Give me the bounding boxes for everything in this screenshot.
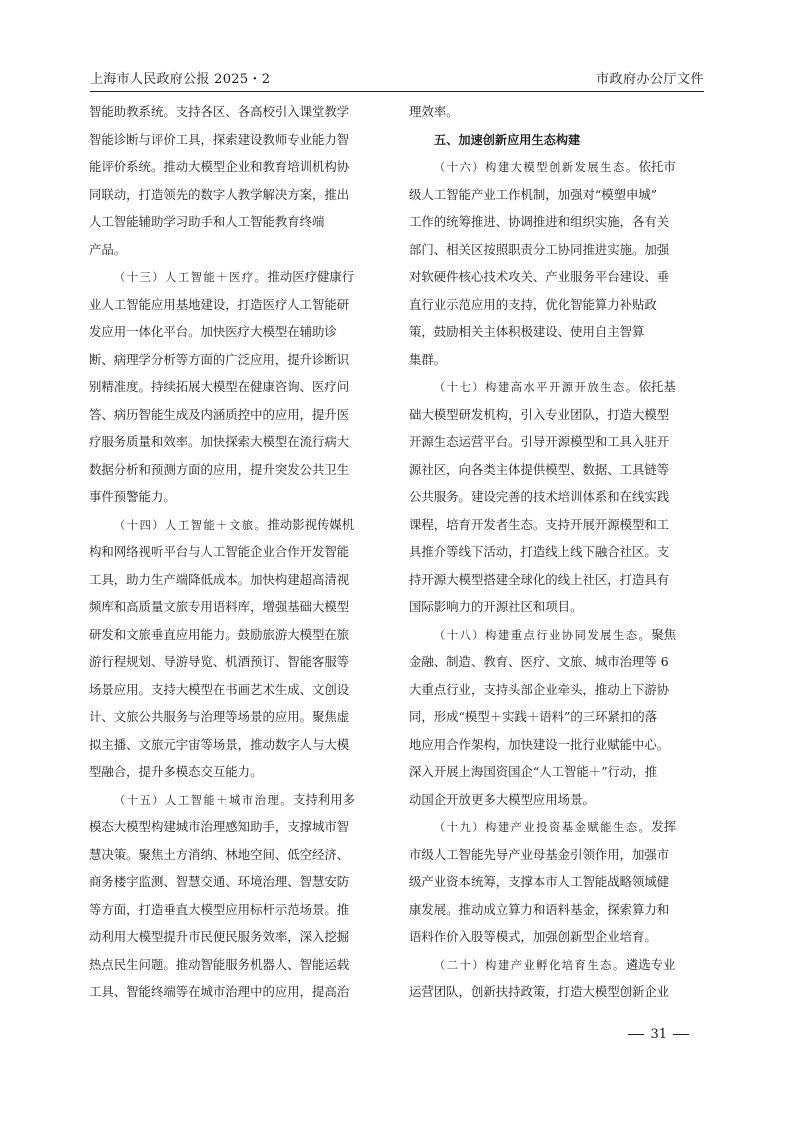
body-text: 别精准度。持续拓展大模型在健康咨询、医疗问 xyxy=(89,379,350,394)
body-text: 支持利用多 xyxy=(293,791,355,807)
text-line xyxy=(409,291,704,319)
body-text: 场景应用。支持大模型在书画艺术生成、文创设 xyxy=(89,681,350,697)
text-line xyxy=(409,98,704,126)
body-text: 康发展。推动成立算力和语料基金，探索算力和 xyxy=(409,901,670,917)
paragraph-start-line xyxy=(89,511,384,539)
body-text: 热点民生问题。推动智能服务机器人、智能运载 xyxy=(89,956,350,972)
text-line xyxy=(409,731,704,759)
text-line xyxy=(89,868,384,896)
body-text: 同，形成“模型＋实践＋语料”的三环紧扣的落 xyxy=(409,709,658,724)
text-line xyxy=(89,813,384,841)
body-text: 商务楼宇监测、智慧交通、环境治理、智慧安防 xyxy=(89,874,350,889)
text-line xyxy=(409,896,704,924)
text-line xyxy=(409,456,704,484)
body-text: 依托基 xyxy=(638,379,676,394)
text-line xyxy=(409,566,704,594)
text-line xyxy=(409,703,704,731)
body-text: 研发和文旅垂直应用能力。鼓励旅游大模型在旅 xyxy=(89,626,350,642)
body-text: 数据分析和预测方面的应用，提升突发公共卫生 xyxy=(89,461,350,477)
text-line xyxy=(89,373,384,401)
text-line xyxy=(409,401,704,429)
text-line xyxy=(89,208,384,236)
body-text: 理效率。 xyxy=(409,104,459,119)
text-line xyxy=(409,318,704,346)
subsection-heading: （十五）人工智能＋城市治理。 xyxy=(114,793,294,807)
body-text: 依托市 xyxy=(638,159,676,174)
text-line xyxy=(89,566,384,594)
body-text: 大重点行业，支持头部企业牵头，推动上下游协 xyxy=(409,681,670,697)
publication-title: 上海市人民政府公报 2025・2 xyxy=(90,72,271,87)
body-text: 智能诊断与评价工具，探索建设教师专业能力智 xyxy=(89,131,350,147)
body-text: 工具，助力生产端降低成本。加快构建超高清视 xyxy=(89,571,350,587)
body-text: 国际影响力的开源社区和项目。 xyxy=(409,599,583,614)
paragraph-start-line xyxy=(409,621,704,649)
footer-dash-left xyxy=(628,1034,644,1035)
text-line xyxy=(89,593,384,621)
text-line xyxy=(89,236,384,264)
body-text: 级人工智能产业工作机制，加强对“模塑申城” xyxy=(409,186,658,202)
body-text: 工作的统筹推进、协调推进和组织实施，各有关 xyxy=(409,214,670,229)
body-text: 型融合，提升多模态交互能力。 xyxy=(89,764,263,779)
text-line xyxy=(89,291,384,319)
body-text: 地应用合作架构，加快建设一批行业赋能中心。 xyxy=(409,736,670,752)
body-text: 产品。 xyxy=(89,241,127,257)
body-text: 答、病历智能生成及内涵质控中的应用，提升医 xyxy=(89,406,350,422)
body-text: 础大模型研发机构，引入专业团队，打造大模型 xyxy=(409,406,670,422)
body-text: 深入开展上海国资国企“人工智能＋”行动，推 xyxy=(409,764,658,779)
header-rule xyxy=(90,91,704,92)
body-text: 开源生态运营平台。引导开源模型和工具入驻开 xyxy=(409,434,670,449)
text-line xyxy=(409,511,704,539)
body-text: 等方面，打造垂直大模型应用标杆示范场景。推 xyxy=(89,901,350,917)
page-footer xyxy=(622,1027,695,1042)
paragraph-start-line xyxy=(409,373,704,401)
right-column xyxy=(409,98,704,1006)
text-line xyxy=(89,181,384,209)
body-text: 集群。 xyxy=(409,351,447,367)
subsection-heading: （十四）人工智能＋文旅。 xyxy=(114,518,268,532)
body-text: 推动影视传媒机 xyxy=(267,516,355,532)
text-line xyxy=(89,318,384,346)
text-line xyxy=(409,676,704,704)
text-line xyxy=(409,758,704,786)
text-line xyxy=(89,923,384,951)
paragraph-start-line xyxy=(409,951,704,979)
text-line xyxy=(89,621,384,649)
body-text: 智能助教系统。支持各区、各高校引入课堂教学 xyxy=(89,104,350,119)
body-text: 直行业示范应用的支持，优化智能算力补贴政 xyxy=(409,296,657,312)
text-line xyxy=(409,483,704,511)
text-line xyxy=(89,978,384,1006)
body-text: 人工智能辅助学习助手和人工智能教育终端 xyxy=(89,214,325,229)
text-line xyxy=(89,456,384,484)
text-line xyxy=(409,923,704,951)
text-line xyxy=(409,263,704,291)
text-line xyxy=(89,483,384,511)
body-text: 构和网络视听平台与人工智能企业合作开发智能 xyxy=(89,544,350,559)
text-line xyxy=(89,538,384,566)
body-text: 频库和高质量文旅专用语料库，增强基础大模型 xyxy=(89,599,350,614)
text-line xyxy=(409,538,704,566)
body-text: 级产业资本统筹，支撑本市人工智能战略领域健 xyxy=(409,874,670,889)
body-text: 拟主播、文旅元宇宙等场景，推动数字人与大模 xyxy=(89,736,350,752)
body-text: 游行程规划、导游导览、机酒预订、智能客服等 xyxy=(89,654,350,669)
section-heading-text: 五、加速创新应用生态构建 xyxy=(434,132,581,147)
body-text: 源社区，向各类主体提供模型、数据、工具链等 xyxy=(409,461,670,477)
left-column xyxy=(89,98,384,1006)
issuer-label: 市政府办公厅文件 xyxy=(595,72,704,87)
text-line xyxy=(89,676,384,704)
paragraph-start-line xyxy=(409,813,704,841)
subsection-heading: （十六）构建大模型创新发展生态。 xyxy=(434,161,639,174)
text-line xyxy=(89,126,384,154)
body-text: 业人工智能应用基地建设，打造医疗人工智能研 xyxy=(89,296,350,312)
body-text: 部门、相关区按照职责分工协同推进实施。加强 xyxy=(409,241,670,257)
body-text: 断、病理学分析等方面的广泛应用，提升诊断识 xyxy=(89,351,350,367)
text-line xyxy=(409,236,704,264)
text-line xyxy=(409,841,704,869)
text-line xyxy=(89,896,384,924)
text-line xyxy=(409,978,704,1006)
body-text: 语料作价入股等模式，加强创新型企业培育。 xyxy=(409,929,657,944)
text-line xyxy=(409,346,704,374)
body-text: 聚焦 xyxy=(651,626,677,642)
subsection-heading: （二十）构建产业孵化培育生态。 xyxy=(434,958,626,972)
subsection-heading: （十三）人工智能＋医疗。 xyxy=(114,271,268,284)
body-text: 动国企开放更多大模型应用场景。 xyxy=(409,791,595,807)
body-text: 动利用大模型提升市民便民服务效率，深入挖掘 xyxy=(89,929,350,944)
text-line xyxy=(409,868,704,896)
body-text: 推动医疗健康行 xyxy=(267,269,355,284)
text-line xyxy=(409,181,704,209)
body-text: 具推介等线下活动，打造线上线下融合社区。支 xyxy=(409,544,670,559)
body-text: 持开源大模型搭建全球化的线上社区，打造具有 xyxy=(409,571,670,587)
body-text: 公共服务。建设完善的技术培训体系和在线实践 xyxy=(409,489,670,504)
body-text: 对软硬件核心技术攻关、产业服务平台建设、垂 xyxy=(409,269,670,284)
body-text: 发应用一体化平台。加快医疗大模型在辅助诊 xyxy=(89,324,337,339)
text-line xyxy=(409,208,704,236)
text-line xyxy=(89,401,384,429)
body-text: 遴选专业 xyxy=(625,956,676,972)
text-line xyxy=(89,428,384,456)
text-line xyxy=(89,951,384,979)
text-line xyxy=(89,648,384,676)
page-number: 31 xyxy=(650,1027,667,1042)
section-heading xyxy=(409,126,704,154)
body-text: 金融、制造、教育、医疗、文旅、城市治理等 6 xyxy=(409,654,669,669)
subsection-heading: （十七）构建高水平开源开放生态。 xyxy=(434,381,639,394)
body-text: 同联动，打造领先的数字人教学解决方案，推出 xyxy=(89,186,350,202)
text-line xyxy=(89,758,384,786)
footer-dash-right xyxy=(673,1034,689,1035)
body-text: 能评价系统。推动大模型企业和教育培训机构协 xyxy=(89,159,350,174)
body-text: 策，鼓励相关主体积极建设、使用自主智算 xyxy=(409,324,645,339)
body-text: 慧决策。聚焦土方消纳、林地空间、低空经济、 xyxy=(89,846,350,862)
text-line xyxy=(409,786,704,814)
paragraph-start-line xyxy=(89,263,384,291)
text-line xyxy=(89,98,384,126)
text-line xyxy=(409,648,704,676)
subsection-heading: （十九）构建产业投资基金赋能生态。 xyxy=(434,821,652,834)
text-line xyxy=(409,428,704,456)
page-header xyxy=(90,62,704,90)
paragraph-start-line xyxy=(89,786,384,814)
text-line xyxy=(89,153,384,181)
body-text: 工具、智能终端等在城市治理中的应用，提高治 xyxy=(89,984,350,999)
text-line xyxy=(89,346,384,374)
body-text: 课程，培育开发者生态。支持开展开源模型和工 xyxy=(409,516,670,532)
text-line xyxy=(409,593,704,621)
paragraph-start-line xyxy=(409,153,704,181)
body-text: 发挥 xyxy=(651,819,677,834)
text-line xyxy=(89,841,384,869)
body-text: 疗服务质量和效率。加快探索大模型在流行病大 xyxy=(89,434,350,449)
body-text: 计、文旅公共服务与治理等场景的应用。聚焦虚 xyxy=(89,709,350,724)
body-text: 事件预警能力。 xyxy=(89,489,176,504)
body-text: 运营团队，创新扶持政策，打造大模型创新企业 xyxy=(409,984,670,999)
body-text: 市级人工智能先导产业母基金引领作用，加强市 xyxy=(409,846,670,862)
text-line xyxy=(89,703,384,731)
body-text: 模态大模型构建城市治理感知助手，支撑城市智 xyxy=(89,819,350,834)
subsection-heading: （十八）构建重点行业协同发展生态。 xyxy=(434,628,652,642)
text-line xyxy=(89,731,384,759)
